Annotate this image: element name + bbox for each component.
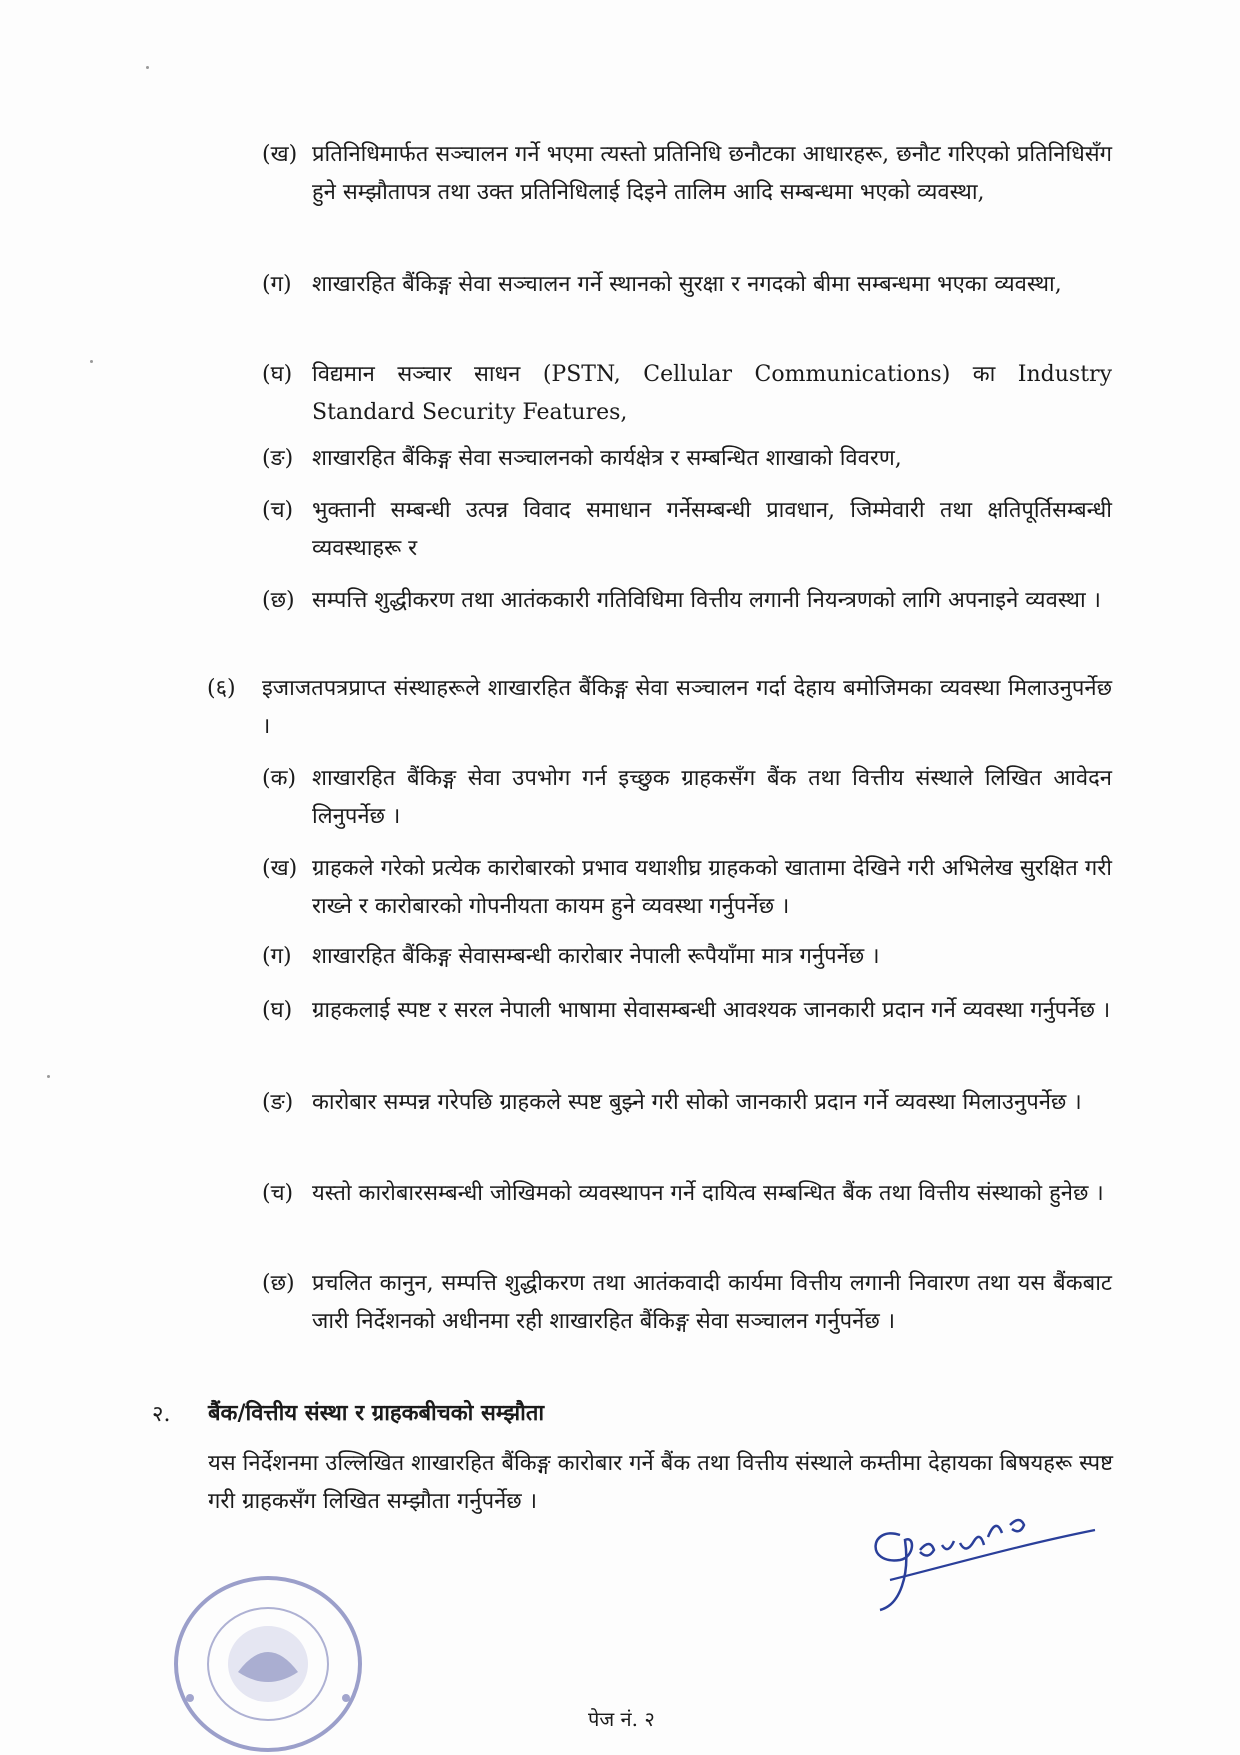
- list-item-label: (ङ): [262, 1090, 294, 1115]
- list-item-text: भुक्तानी सम्बन्धी उत्पन्न विवाद समाधान गर्नेसम्बन्धी प्रावधान, जिम्मेवारी तथा क्षतिपूर्तिसम्बन्धी व्यवस्थाहरू र: [312, 498, 1112, 561]
- section-body: यस निर्देशनमा उल्लिखित शाखारहित बैंकिङ्ग कारोबार गर्ने बैंक तथा वित्तीय संस्थाले कम्तीमा देहायका बिषयहरू स्पष्ट गरी ग्राहकसँग लिखित सम्झौता गर्नुपर्नेछ ।: [208, 1451, 1113, 1514]
- list-item-text: प्रचलित कानुन, सम्पत्ति शुद्धीकरण तथा आतंकवादी कार्यमा वित्तीय लगानी निवारण तथा यस बैंकबाट जारी निर्देशनको अधीनमा रही शाखारहित बैंकिङ्ग सेवा सञ्चालन गर्नुपर्नेछ ।: [312, 1271, 1112, 1334]
- list-item-text: यस्तो कारोबारसम्बन्धी जोखिमको व्यवस्थापन गर्ने दायित्व सम्बन्धित बैंक तथा वित्तीय संस्थाको हुनेछ ।: [312, 1181, 1104, 1206]
- clause-text: इजाजतपत्रप्राप्त संस्थाहरूले शाखारहित बैंकिङ्ग सेवा सञ्चालन गर्दा देहाय बमोजिमका व्यवस्था मिलाउनुपर्नेछ ।: [262, 676, 1112, 739]
- list-item-label: (घ): [262, 998, 293, 1023]
- list-item-label: (ग): [262, 944, 292, 969]
- official-seal-icon: [168, 1572, 368, 1752]
- list-item-label: (च): [262, 1181, 294, 1206]
- signature-icon: [860, 1495, 1100, 1615]
- page-number: पेज नं. २: [588, 1707, 655, 1731]
- list-item-text: कारोबार सम्पन्न गरेपछि ग्राहकले स्पष्ट बुझ्ने गरी सोको जानकारी प्रदान गर्ने व्यवस्था मिलाउनुपर्नेछ ।: [312, 1090, 1082, 1115]
- section-number: २.: [152, 1402, 171, 1427]
- list-item-label: (ग): [262, 272, 292, 297]
- list-item-label: (छ): [262, 1271, 295, 1296]
- list-item-text: ग्राहकले गरेको प्रत्येक कारोबारको प्रभाव यथाशीघ्र ग्राहकको खातामा देखिने गरी अभिलेख सुरक्षित गरी राख्ने र कारोबारको गोपनीयता कायम हुने व्यवस्था गर्नुपर्नेछ ।: [312, 856, 1112, 919]
- list-item-text: शाखारहित बैंकिङ्ग सेवा सञ्चालनको कार्यक्षेत्र र सम्बन्धित शाखाको विवरण,: [312, 446, 902, 471]
- list-item-text: प्रतिनिधिमार्फत सञ्चालन गर्ने भएमा त्यस्तो प्रतिनिधि छनौटका आधारहरू, छनौट गरिएको प्रतिनिधिसँग हुने सम्झौतापत्र तथा उक्त प्रतिनिधिलाई दिइने तालिम आदि सम्बन्धमा भएको व्यवस्था,: [312, 142, 1112, 205]
- list-item-text: शाखारहित बैंकिङ्ग सेवासम्बन्धी कारोबार नेपाली रूपैयाँमा मात्र गर्नुपर्नेछ ।: [312, 944, 880, 969]
- list-item-label: (ङ): [262, 446, 294, 471]
- list-item-label: (ख): [262, 856, 298, 881]
- scan-speck: [90, 360, 93, 363]
- section-title: बैंक/वित्तीय संस्था र ग्राहकबीचको सम्झौता: [208, 1400, 545, 1426]
- list-item-text: शाखारहित बैंकिङ्ग सेवा उपभोग गर्न इच्छुक ग्राहकसँग बैंक तथा वित्तीय संस्थाले लिखित आवेदन लिनुपर्नेछ ।: [312, 766, 1112, 829]
- list-item-text: विद्यमान सञ्चार साधन (PSTN, Cellular Communications) का Industry Standard Security Features,: [312, 362, 1112, 425]
- scan-speck: [47, 1075, 50, 1078]
- list-item-text: शाखारहित बैंकिङ्ग सेवा सञ्चालन गर्ने स्थानको सुरक्षा र नगदको बीमा सम्बन्धमा भएका व्यवस्था,: [312, 272, 1062, 297]
- list-item-label: (ख): [262, 142, 298, 167]
- list-item-label: (छ): [262, 588, 295, 613]
- list-item-text: सम्पत्ति शुद्धीकरण तथा आतंककारी गतिविधिमा वित्तीय लगानी नियन्त्रणको लागि अपनाइने व्यवस्था ।: [312, 588, 1102, 613]
- list-item-text: ग्राहकलाई स्पष्ट र सरल नेपाली भाषामा सेवासम्बन्धी आवश्यक जानकारी प्रदान गर्ने व्यवस्था गर्नुपर्नेछ ।: [312, 998, 1111, 1023]
- list-item-label: (क): [262, 766, 297, 791]
- list-item-label: (च): [262, 498, 294, 523]
- clause-label: (६): [207, 676, 236, 701]
- scan-speck: [146, 66, 149, 69]
- list-item-label: (घ): [262, 362, 293, 387]
